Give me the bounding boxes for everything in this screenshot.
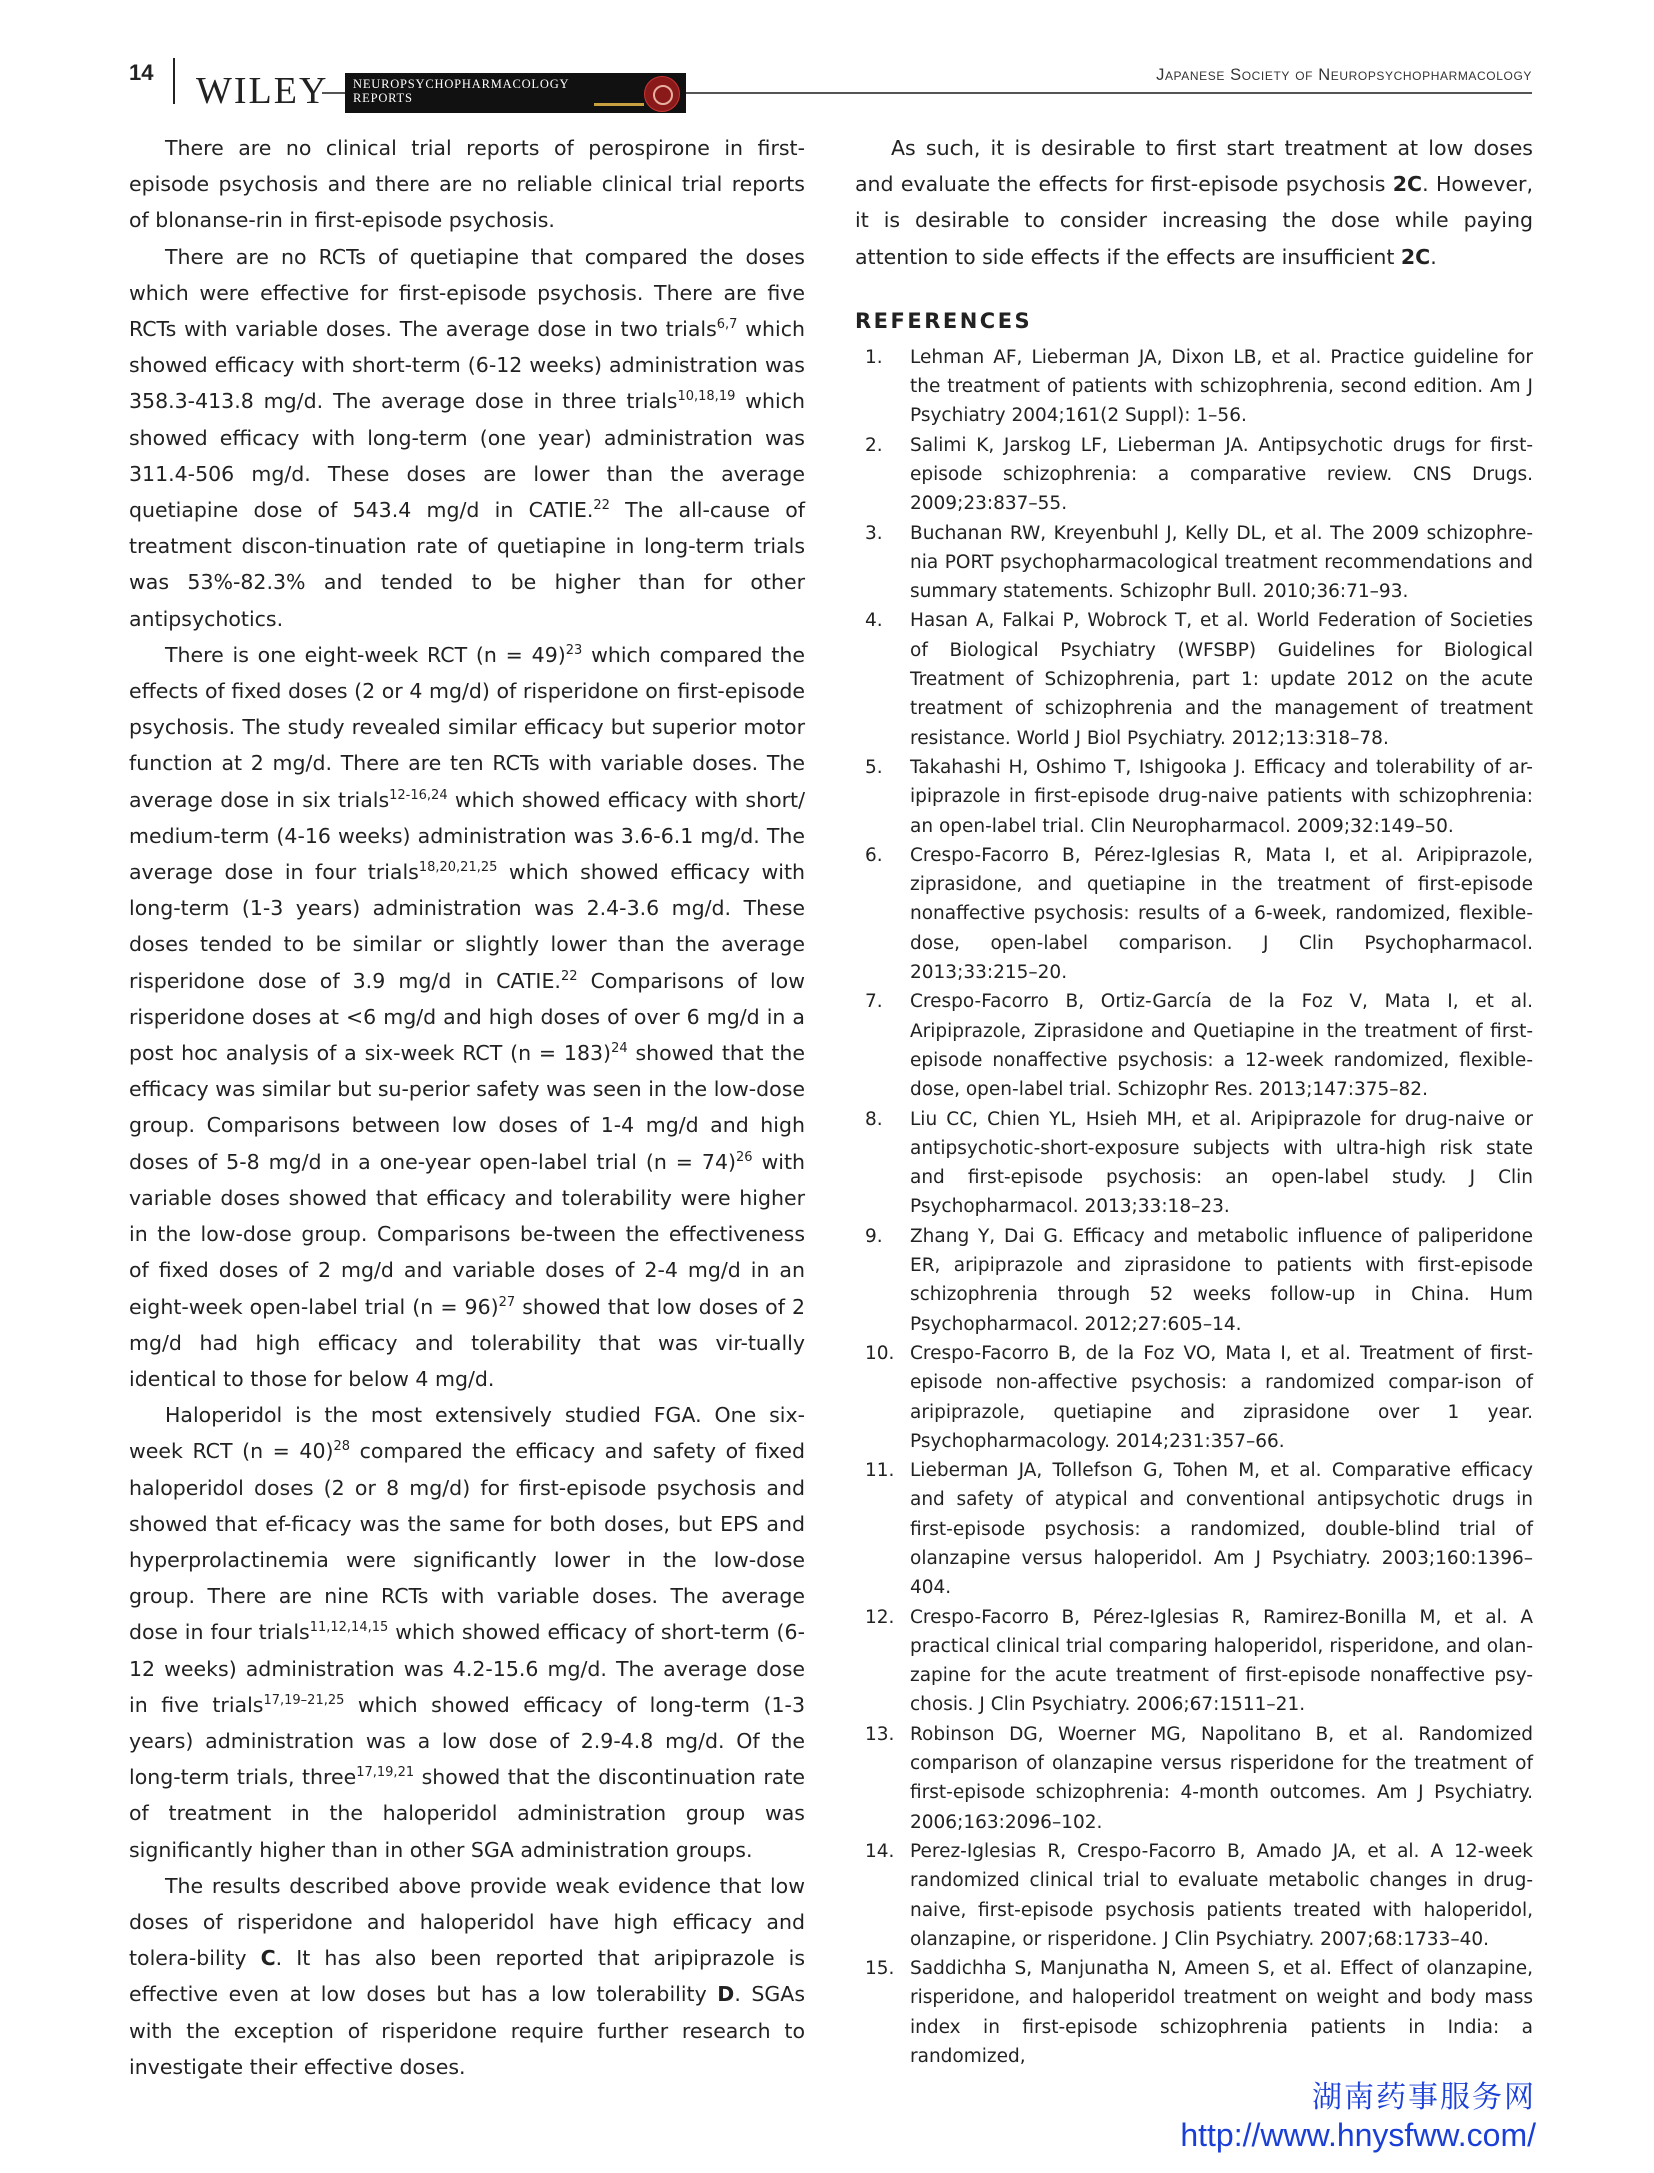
reference-text: Zhang Y, Dai G. Efficacy and metabolic influence of paliperidone ER, aripiprazole and ziprasidone to patients with first-episode schizophrenia through 52 weeks follow-up in China. Hum Psychopharmacol. 2012;27:605–14. xyxy=(910,1225,1533,1335)
reference-text: Lehman AF, Lieberman JA, Dixon LB, et al. Practice guideline for the treatment of patients with schizophrenia, second edition. Am J Psychiatry 2004;161(2 Suppl): 1–56. xyxy=(910,346,1533,427)
body-paragraph: There are no clinical trial reports of perospirone in first-episode psychosis and there are no reliable clinical trial reports of blonanse-rin in first-episode psychosis. xyxy=(129,136,805,233)
reference-number: 14. xyxy=(865,1840,895,1862)
citation-superscript: 18,20,21,25 xyxy=(418,860,498,876)
body-paragraph: Haloperidol is the most extensively studied FGA. One six-week RCT (n = 40)$^{28}$ compared the efficacy and safety of fixed haloperidol doses (2 or 8 mg/d) for first-episode psychosis and showed that ef-ficacy was the same for both doses, but EPS and hyperprolactinemia were significantly lower in the low-dose group. There are nine RCTs with variable doses. The average dose in four trials$^{11,12,14,15}$ which showed efficacy of short-term (6-12 weeks) administration was 4.2-15.6 mg/d. The average dose in five trials$^{17,19-21,25}$ which showed efficacy of long-term (1-3 years) administration was a low dose of 2.9-4.8 mg/d. Of the long-term trials, three$^{17,19,21}$ showed that the discontinuation rate of treatment in the haloperidol administration group was significantly higher than in other SGA administration groups. xyxy=(129,1403,805,1862)
left-column xyxy=(129,130,805,2085)
left-body-text xyxy=(129,130,805,2085)
evidence-grade: D xyxy=(717,1982,735,2007)
reference-text: Saddichha S, Manjunatha N, Ameen S, et al. Effect of olanzapine, risperidone, and haloperidol treatment on weight and body mass index in first-episode schizophrenia patients in India: a randomized, xyxy=(910,1958,1533,2068)
reference-text: Robinson DG, Woerner MG, Napolitano B, et al. Randomized comparison of olanzapine versus risperidone for the treatment of first-episode schizophrenia: 4-month outcomes. Am J Psychiatry. 2006;163:2096–102. xyxy=(910,1723,1533,1833)
journal-name-line1: NEUROPSYCHOPHARMACOLOGY xyxy=(353,77,570,91)
reference-item xyxy=(855,1837,1533,1954)
journal-name-line2: REPORTS xyxy=(353,91,413,105)
reference-item xyxy=(855,519,1533,607)
evidence-grade: 2C xyxy=(1400,244,1431,269)
reference-number: 10. xyxy=(865,1342,895,1364)
reference-item xyxy=(855,343,1533,431)
wiley-logo: WILEY xyxy=(196,70,329,112)
reference-number: 6. xyxy=(865,844,883,866)
citation-superscript: 27 xyxy=(498,1294,516,1310)
body-paragraph: There is one eight-week RCT (n = 49)$^{23}$ which compared the effects of fixed doses (2 or 4 mg/d) of risperidone on first-episode psychosis. The study revealed similar efficacy but superior motor function at 2 mg/d. There are ten RCTs with variable doses. The average dose in six trials$^{12-16,24}$ which showed efficacy with short/ medium-term (4-16 weeks) administration was 3.6-6.1 mg/d. The average dose in four trials$^{18,20,21,25}$ which showed efficacy with long-term (1-3 years) administration was 2.4-3.6 mg/d. These doses tended to be similar or slightly lower than the average risperidone dose of 3.9 mg/d in CATIE.$^{22}$ Comparisons of low risperidone doses at <6 mg/d and high doses of over 6 mg/d in a post hoc analysis of a six-week RCT (n = 183)$^{24}$ showed that the efficacy was similar but su-perior safety was seen in the low-dose group. Comparisons between low doses of 1-4 mg/d and high doses of 5-8 mg/d in a one-year open-label trial (n = 74)$^{26}$ with variable doses showed that efficacy and tolerability were higher in the low-dose group. Comparisons be-tween the effectiveness of fixed doses of 2 mg/d and variable doses of 2-4 mg/d in an eight-week open-label trial (n = 96)$^{27}$ showed that low doses of 2 mg/d had high efficacy and tolerability that was vir-tually identical to those for below 4 mg/d. xyxy=(129,642,806,1391)
citation-superscript: 24 xyxy=(611,1041,628,1057)
citation-superscript: 28 xyxy=(333,1439,351,1455)
reference-list xyxy=(855,343,1533,2072)
reference-number: 4. xyxy=(865,610,883,632)
reference-text: Crespo-Facorro B, Ortiz-García de la Foz V, Mata I, et al. Aripiprazole, Ziprasidone and Quetiapine in the treatment of first-episode nonaffective psychosis: a 12-week randomized, flexible-dose, open-label trial. Schizophr Res. 2013;147:375–82. xyxy=(910,991,1533,1101)
reference-item xyxy=(855,1222,1533,1339)
body-paragraph: The results described above provide weak evidence that low doses of risperidone and haloperidol have high efficacy and tolera-bility C. It has also been reported that aripiprazole is effective even at low doses but has a low tolerability D. SGAs with the exception of risperidone require further research to investigate their effective doses. xyxy=(129,1873,806,2079)
reference-item xyxy=(855,1339,1533,1456)
reference-item xyxy=(855,753,1533,841)
reference-number: 3. xyxy=(865,522,883,544)
reference-number: 1. xyxy=(865,346,883,368)
journal-banner xyxy=(345,73,686,113)
citation-superscript: 23 xyxy=(565,643,583,659)
reference-text: Hasan A, Falkai P, Wobrock T, et al. World Federation of Societies of Biological Psychiatry (WFSBP) Guidelines for Biological Treatment of Schizophrenia, part 1: update 2012 on the acute treatment of schizophrenia and the management of treatment resistance. World J Biol Psychiatry. 2012;13:318–78. xyxy=(910,610,1533,749)
reference-number: 8. xyxy=(865,1108,883,1130)
reference-item xyxy=(855,1720,1533,1837)
reference-number: 9. xyxy=(865,1225,883,1247)
references-heading: REFERENCES xyxy=(855,308,1033,333)
reference-item xyxy=(855,1603,1533,1720)
reference-item xyxy=(855,1954,1533,2071)
reference-number: 15. xyxy=(865,1958,895,1980)
evidence-grade: 2C xyxy=(1392,172,1423,197)
reference-number: 11. xyxy=(865,1460,895,1482)
watermark xyxy=(1180,2080,1536,2154)
reference-text: Liu CC, Chien YL, Hsieh MH, et al. Aripiprazole for drug-naive or antipsychotic-short-exposure subjects with ultra-high risk state and first-episode psychosis: an open-label study. J Clin Psychopharmacol. 2013;33:18–23. xyxy=(910,1108,1533,1218)
reference-item xyxy=(855,431,1533,519)
reference-number: 2. xyxy=(865,434,883,456)
reference-item xyxy=(855,841,1533,987)
citation-superscript: 26 xyxy=(736,1149,753,1165)
watermark-url[interactable]: http://www.hnysfww.com/ xyxy=(1180,2117,1536,2153)
header-divider xyxy=(173,58,175,104)
watermark-site-name: 湖南药事服务网 xyxy=(1312,2080,1536,2115)
journal-emblem-icon xyxy=(644,76,680,112)
citation-superscript: 22 xyxy=(560,968,578,984)
citation-superscript: 12-16,24 xyxy=(389,787,448,803)
reference-number: 13. xyxy=(865,1723,895,1745)
reference-text: Crespo-Facorro B, Pérez-Iglesias R, Ramirez-Bonilla M, et al. A practical clinical trial comparing haloperidol, risperidone, and olan-zapine for the acute treatment of first-episode nonaffective psy-chosis. J Clin Psychiatry. 2006;67:1511–21. xyxy=(910,1606,1533,1716)
citation-superscript: 11,12,14,15 xyxy=(309,1620,389,1636)
right-body-text xyxy=(855,130,1533,275)
reference-number: 12. xyxy=(865,1606,895,1628)
citation-superscript: 22 xyxy=(593,498,610,514)
reference-text: Crespo-Facorro B, de la Foz VO, Mata I, et al. Treatment of first-episode non-affective psychosis: a randomized compar-ison of aripiprazole, quetiapine and ziprasidone over 1 year. Psychopharmacology. 2014;231:357–66. xyxy=(910,1342,1533,1452)
evidence-grade: C xyxy=(260,1946,276,1971)
reference-text: Takahashi H, Oshimo T, Ishigooka J. Efficacy and tolerability of ar-ipiprazole in first-episode drug-naive patients with schizophrenia: an open-label trial. Clin Neuropharmacol. 2009;32:149–50. xyxy=(910,756,1533,837)
body-paragraph: There are no RCTs of quetiapine that compared the doses which were effective for first-episode psychosis. There are five RCTs with variable doses. The average dose in two trials$^{6,7}$ which showed efficacy with short-term (6-12 weeks) administration was 358.3-413.8 mg/d. The average dose in three trials$^{10,18,19}$ which showed efficacy with long-term (one year) administration was 311.4-506 mg/d. These doses are lower than the average quetiapine dose of 543.4 mg/d in CATIE.$^{22}$ The all-cause of treatment discon-tinuation rate of quetiapine in long-term trials was 53%-82.3% and tended to be higher than for other antipsychotics. xyxy=(129,244,805,631)
reference-number: 5. xyxy=(865,756,883,778)
body-paragraph: As such, it is desirable to first start treatment at low doses and evaluate the effects for first-episode psychosis 2C. However, it is desirable to consider increasing the dose while paying attention to side effects if the effects are insufficient 2C. xyxy=(855,136,1533,269)
reference-text: Crespo-Facorro B, Pérez-Iglesias R, Mata I, et al. Aripiprazole, ziprasidone, and quetiapine in the treatment of first-episode nonaffective psychosis: results of a 6-week, randomized, flexible-dose, open-label comparison. J Clin Psychopharmacol. 2013;33:215–20. xyxy=(910,844,1533,984)
citation-superscript: 17,19,21 xyxy=(356,1765,415,1781)
citation-superscript: 6,7 xyxy=(716,317,738,333)
reference-text: Perez-Iglesias R, Crespo-Facorro B, Amado JA, et al. A 12-week randomized clinical trial to evaluate metabolic changes in drug-naive, first-episode psychosis patients treated with haloperidol, olanzapine, or risperidone. J Clin Psychiatry. 2007;68:1733–40. xyxy=(910,1840,1533,1950)
citation-superscript: 10,18,19 xyxy=(677,389,736,405)
reference-item xyxy=(855,1105,1533,1222)
society-name: Japanese Society of Neuropsychopharmacology xyxy=(1156,66,1532,84)
journal-accent-bar xyxy=(594,103,644,106)
reference-text: Salimi K, Jarskog LF, Lieberman JA. Antipsychotic drugs for first-episode schizophrenia: a comparative review. CNS Drugs. 2009;23:837–55. xyxy=(910,434,1533,515)
reference-item xyxy=(855,987,1533,1104)
reference-item xyxy=(855,606,1533,752)
reference-text: Buchanan RW, Kreyenbuhl J, Kelly DL, et al. The 2009 schizophre-nia PORT psychopharmacological treatment recommendations and summary statements. Schizophr Bull. 2010;36:71–93. xyxy=(910,522,1533,603)
reference-text: Lieberman JA, Tollefson G, Tohen M, et al. Comparative efficacy and safety of atypical and conventional antipsychotic drugs in first-episode psychosis: a randomized, double-blind trial of olanzapine versus haloperidol. Am J Psychiatry. 2003;160:1396–404. xyxy=(910,1460,1533,1599)
page-header xyxy=(0,0,1654,120)
reference-item xyxy=(855,1456,1533,1602)
right-column xyxy=(855,130,1533,2071)
page-number: 14 xyxy=(129,60,154,85)
citation-superscript: 17,19–21,25 xyxy=(263,1692,345,1708)
reference-number: 7. xyxy=(865,991,883,1013)
